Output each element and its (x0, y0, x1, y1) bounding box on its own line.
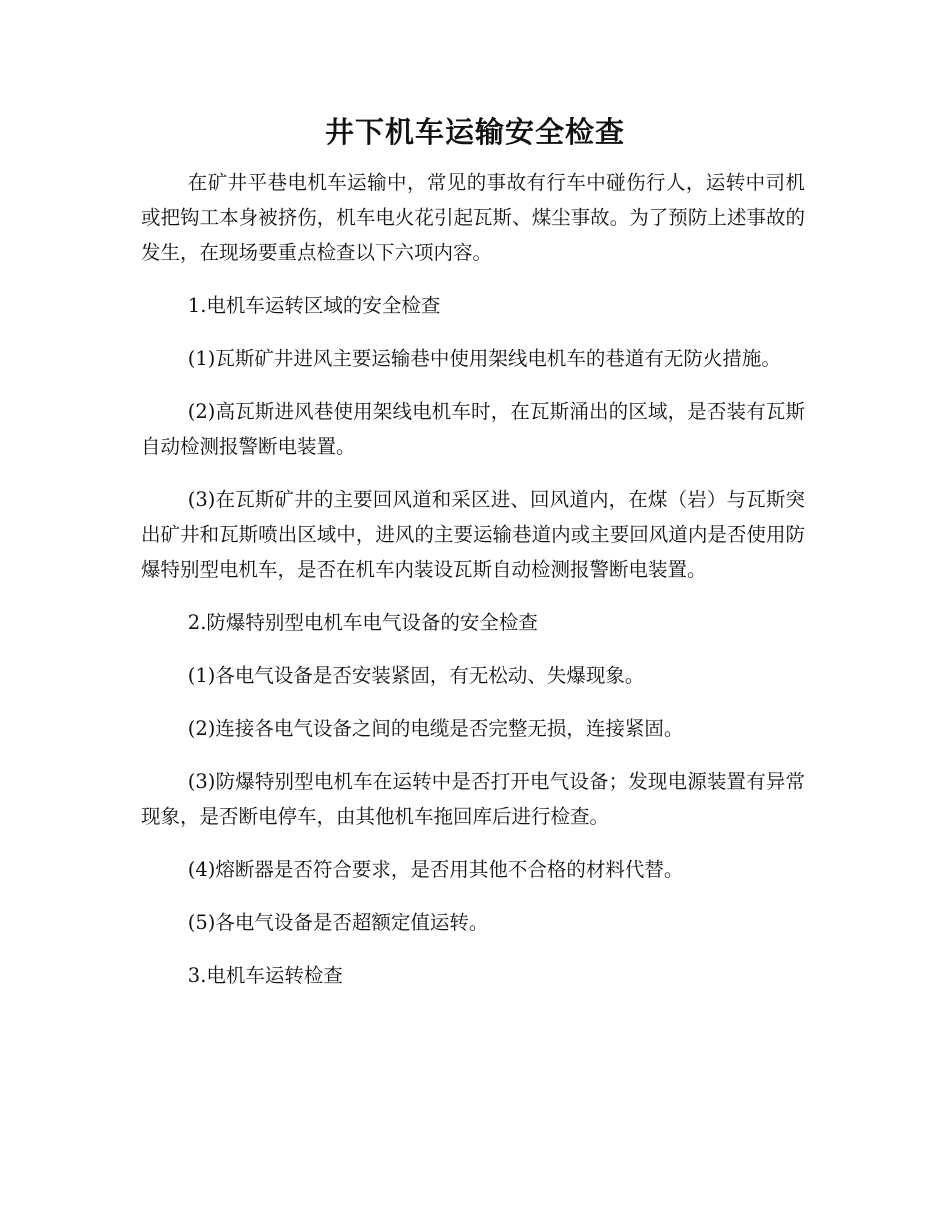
paragraph-2-1: (1)各电气设备是否安装紧固，有无松动、失爆现象。 (187, 664, 645, 687)
paragraph-2-5: (5)各电气设备是否超额定值运转。 (187, 911, 489, 934)
paragraph-1-1: (1)瓦斯矿井进风主要运输巷中使用架线电机车的巷道有无防火措施。 (187, 347, 781, 370)
paragraph-1-3: (3)在瓦斯矿井的主要回风道和采区进、回风道内，在煤（岩）与瓦斯突出矿井和瓦斯喷出区域中，进风的主要运输巷道内或主要回风道内是否使用防爆特别型电机车，是否在机车内装设瓦斯自动检测报警断电装置。 (141, 488, 805, 581)
document-title: 井下机车运输安全检查 (324, 115, 625, 149)
paragraph-2-2: (2)连接各电气设备之间的电缆是否完整无损，连接紧固。 (187, 717, 684, 740)
paragraph-1-2: (2)高瓦斯进风巷使用架线电机车时，在瓦斯涌出的区域，是否装有瓦斯自动检测报警断电装置。 (141, 400, 805, 458)
document-body (141, 165, 805, 1011)
paragraph-2-3: (3)防爆特别型电机车在运转中是否打开电气设备；发现电源装置有异常现象，是否断电停车，由其他机车拖回库后进行检查。 (141, 770, 805, 828)
paragraph-2-4: (4)熔断器是否符合要求，是否用其他不合格的材料代替。 (187, 858, 684, 881)
section-heading-2: 2.防爆特别型电机车电气设备的安全检查 (187, 611, 538, 634)
intro-paragraph: 在矿井平巷电机车运输中，常见的事故有行车中碰伤行人，运转中司机或把钩工本身被挤伤，机车电火花引起瓦斯、煤尘事故。为了预防上述事故的发生，在现场要重点检查以下六项内容。 (141, 171, 805, 264)
section-heading-3: 3.电机车运转检查 (187, 964, 343, 987)
section-heading-1: 1.电机车运转区域的安全检查 (187, 294, 441, 317)
